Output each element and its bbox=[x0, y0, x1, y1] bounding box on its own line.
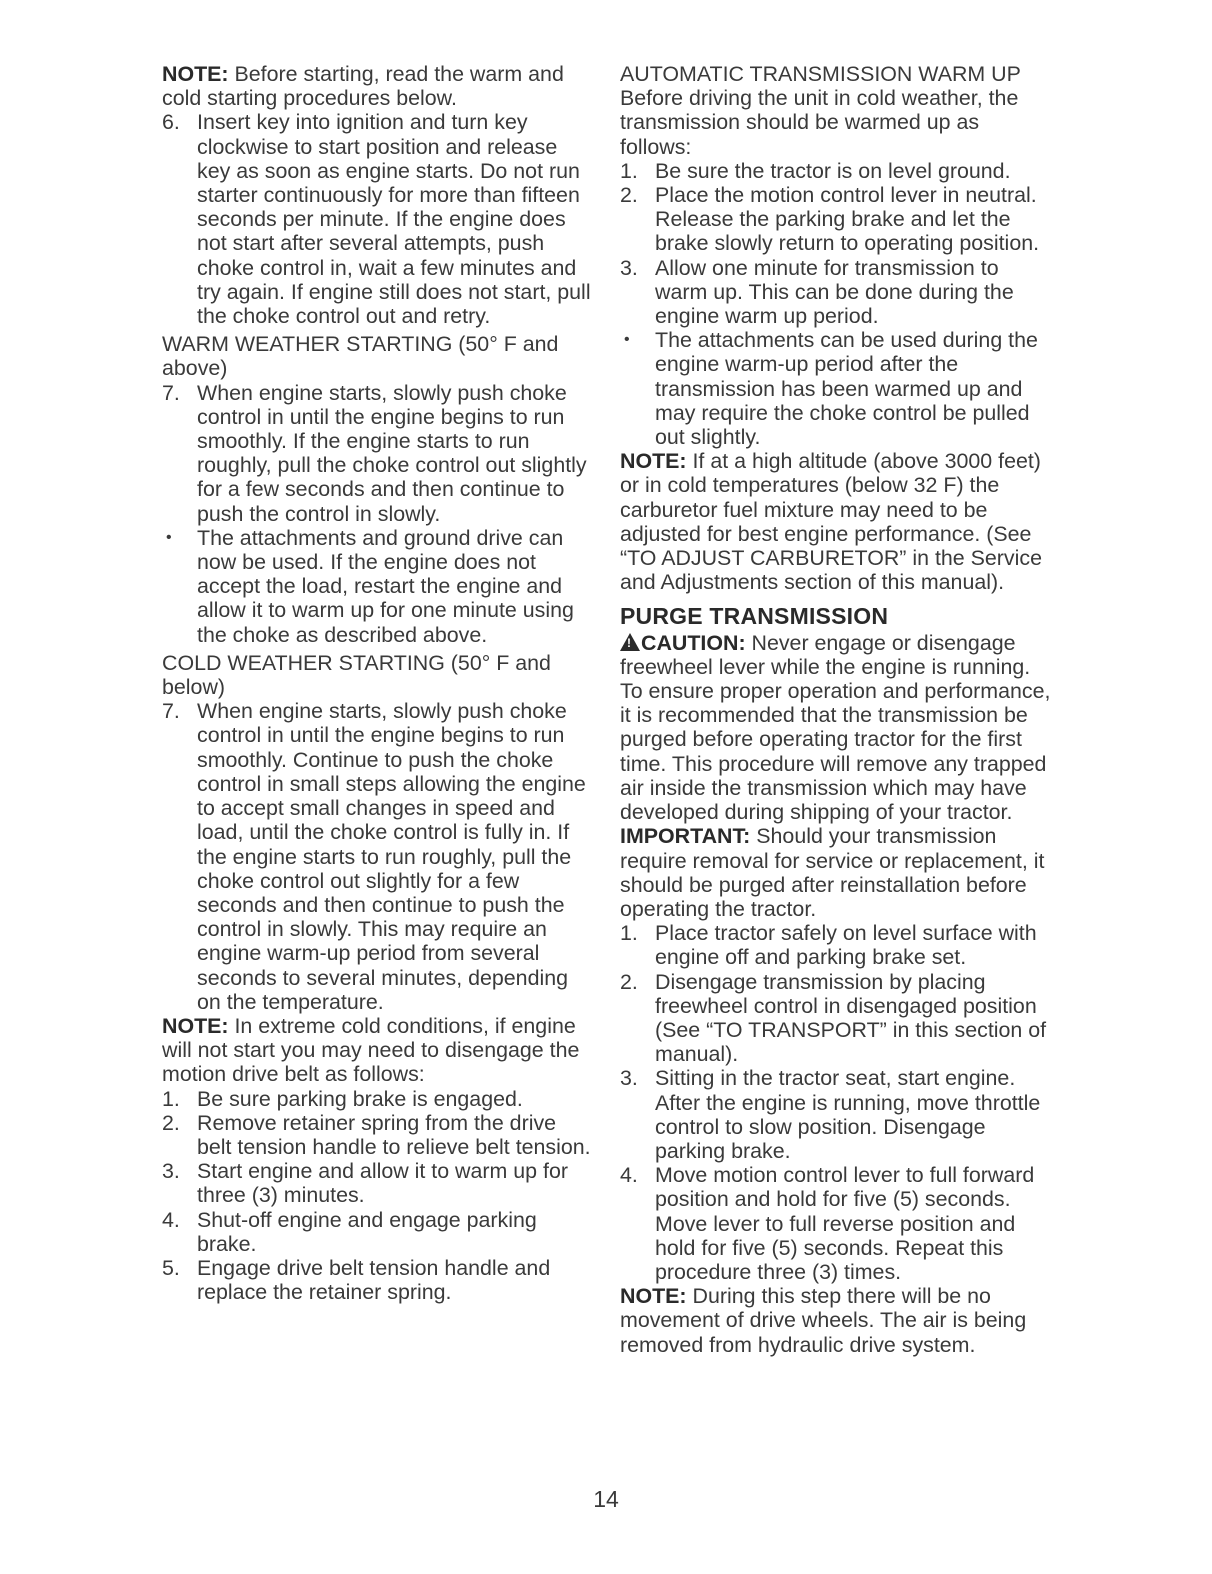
step-text: Shut-off engine and engage parking brake. bbox=[197, 1207, 537, 1256]
step-number: 3. bbox=[620, 255, 638, 280]
list-item bbox=[162, 1208, 592, 1256]
warm-bullet bbox=[162, 526, 592, 647]
step-text: Allow one minute for transmission to warm up. This can be done during the engine warm up period. bbox=[655, 255, 1014, 329]
step-text: Be sure parking brake is engaged. bbox=[197, 1086, 523, 1111]
step-number: 1. bbox=[620, 158, 638, 183]
list-item bbox=[620, 159, 1052, 183]
step-6 bbox=[162, 110, 592, 328]
step-text: Insert key into ignition and turn key clockwise to start position and release key as soon as engine starts. Do not run starter continuously for more than fifteen seconds per minute. If the engine does not start after several attempts, push choke control in, wait a few minutes and try again. If engine still does not start, pull the choke control out and retry. bbox=[197, 110, 591, 329]
list-item bbox=[162, 1256, 592, 1304]
step-number: 3. bbox=[620, 1066, 638, 1091]
bullet-icon: • bbox=[166, 528, 172, 546]
caution-text: Never engage or disengage freewheel lever while the engine is running. bbox=[620, 630, 1031, 679]
note-altitude bbox=[620, 449, 1052, 594]
step-number: 7. bbox=[162, 699, 180, 724]
list-item bbox=[620, 1163, 1052, 1284]
step-number: 3. bbox=[162, 1159, 180, 1184]
caution-label: CAUTION: bbox=[641, 630, 746, 655]
list-item bbox=[162, 1159, 592, 1207]
important-text: Should your transmission require removal for service or replacement, it should be purged after reinstallation before operating the tractor. bbox=[620, 824, 1045, 921]
step-text: When engine starts, slowly push choke control in until the engine begins to run smoothly. Continue to push the choke control in small steps allowing the engine to accept small changes in speed and load, until the choke control is fully in. If the engine starts to run roughly, pull the choke control out slightly for a few seconds and then continue to push the control in slowly. This may require an engine warm-up period from several seconds to several minutes, depending on the temperature. bbox=[197, 699, 586, 1014]
step-text: Engage drive belt tension handle and replace the retainer spring. bbox=[197, 1255, 551, 1305]
note-text: Before starting, read the warm and cold starting procedures below. bbox=[162, 62, 564, 111]
step-text: Sitting in the tractor seat, start engine. After the engine is running, move throttle control to slow position. Disengage parking brake. bbox=[655, 1066, 1041, 1163]
auto-transmission-heading: AUTOMATIC TRANSMISSION WARM UP bbox=[620, 62, 1021, 86]
list-item bbox=[162, 1087, 592, 1111]
bullet-text: The attachments can be used during the engine warm-up period after the transmission has been warmed up and may require the choke control be pulled out slightly. bbox=[655, 328, 1038, 450]
step-number: 2. bbox=[620, 183, 638, 208]
step-text: Start engine and allow it to warm up for three (3) minutes. bbox=[197, 1159, 568, 1208]
step-text: Place the motion control lever in neutral. Release the parking brake and let the brake slowly return to operating position. bbox=[655, 183, 1040, 256]
step-number: 2. bbox=[162, 1110, 180, 1135]
note-label: NOTE: bbox=[162, 62, 229, 86]
warm-step-7 bbox=[162, 381, 592, 526]
bullet-icon: • bbox=[624, 331, 630, 349]
bullet-text: The attachments and ground drive can now be used. If the engine does not accept the load, restart the engine and allow it to warm up for one minute using the choke as described above. bbox=[197, 525, 574, 647]
step-text: Remove retainer spring from the drive belt tension handle to relieve belt tension. bbox=[197, 1110, 591, 1159]
auto-bullet bbox=[620, 328, 1052, 449]
step-number: 6. bbox=[162, 110, 180, 135]
note-text: During this step there will be no movement of drive wheels. The air is being removed from hydraulic drive system. bbox=[620, 1284, 1027, 1357]
list-item bbox=[620, 1066, 1052, 1163]
step-number: 2. bbox=[620, 969, 638, 994]
step-text: Move motion control lever to full forward position and hold for five (5) seconds. Move lever to full reverse position and hold for five (5) seconds. Repeat this procedure three (3) times. bbox=[655, 1163, 1035, 1284]
purge-transmission-heading: PURGE TRANSMISSION bbox=[620, 603, 889, 630]
cold-step-7 bbox=[162, 699, 592, 1014]
step-text: Place tractor safely on level surface with engine off and parking brake set. bbox=[655, 921, 1037, 970]
caution-note bbox=[620, 631, 1052, 679]
note-text: In extreme cold conditions, if engine will not start you may need to disengage the motion drive belt as follows: bbox=[162, 1013, 580, 1087]
list-item bbox=[620, 183, 1052, 256]
purge-intro: To ensure proper operation and performance, it is recommended that the transmission be purged before operating tractor for the first time. This procedure will remove any trapped air inside the transmission which may have developed during shipping of your tractor. bbox=[620, 679, 1051, 825]
step-number: 1. bbox=[162, 1086, 180, 1111]
cold-weather-heading: COLD WEATHER STARTING (50° F and below) bbox=[162, 650, 551, 700]
step-text: Disengage transmission by placing freewheel control in disengaged position (See “TO TRANSPORT” in this section of manual). bbox=[655, 969, 1047, 1067]
step-number: 1. bbox=[620, 921, 638, 946]
left-column bbox=[162, 62, 592, 1304]
warm-weather-heading: WARM WEATHER STARTING (50° F and above) bbox=[162, 332, 559, 381]
note-drive-wheels bbox=[620, 1284, 1052, 1357]
page-number: 14 bbox=[593, 1486, 619, 1512]
step-number: 4. bbox=[162, 1207, 180, 1232]
list-item bbox=[620, 970, 1052, 1067]
warning-triangle-icon bbox=[620, 633, 640, 651]
step-text: Be sure the tractor is on level ground. bbox=[655, 158, 1011, 183]
step-number: 7. bbox=[162, 380, 180, 405]
list-item bbox=[620, 921, 1052, 969]
auto-transmission-intro: Before driving the unit in cold weather, the transmission should be warmed up as follows: bbox=[620, 86, 1019, 159]
right-column bbox=[620, 62, 1052, 1357]
note-label: NOTE: bbox=[620, 449, 687, 474]
step-number: 5. bbox=[162, 1255, 180, 1280]
note-text: If at a high altitude (above 3000 feet) or in cold temperatures (below 32 F) the carburetor fuel mixture may need to be adjusted for best engine performance. (See “TO ADJUST CARBURETOR” in the Service and Adjustments section of this manual). bbox=[620, 449, 1042, 595]
important-label: IMPORTANT: bbox=[620, 824, 751, 849]
note-label: NOTE: bbox=[620, 1284, 687, 1309]
note-extreme-cold bbox=[162, 1014, 592, 1087]
step-text: When engine starts, slowly push choke control in until the engine begins to run smoothly. If the engine starts to run roughly, pull the choke control out slightly for a few seconds and then continue to push the control in slowly. bbox=[197, 380, 587, 526]
note-label: NOTE: bbox=[162, 1013, 229, 1038]
note-starting bbox=[162, 62, 592, 110]
step-number: 4. bbox=[620, 1163, 638, 1188]
list-item bbox=[620, 256, 1052, 329]
important-note bbox=[620, 824, 1052, 921]
list-item bbox=[162, 1111, 592, 1159]
